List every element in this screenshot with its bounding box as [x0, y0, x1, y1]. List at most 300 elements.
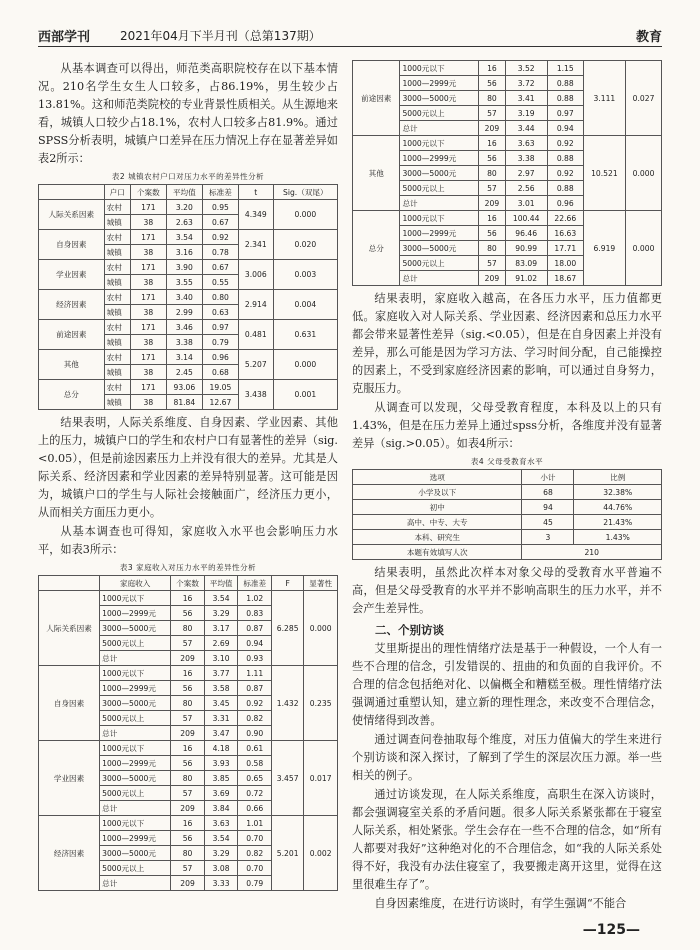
- table-cell: 1000—2999元: [400, 151, 479, 166]
- table-cell: 57: [479, 181, 505, 196]
- table-cell: 38: [130, 395, 166, 410]
- paragraph: 艾里斯提出的理性情绪疗法是基于一种假设，一个人有一些不合理的信念，引发错误的、扭曲的和负面的自我评价。不合理的信念包括绝对化、以偏概全和糟糕至极。理性情绪疗法强调通过重塑认知，建立新的理性理念，来改变不合理信念，使情绪得到改善。: [352, 642, 662, 727]
- table-cell: 32.38%: [574, 485, 662, 500]
- table-cell: 城镇: [104, 395, 130, 410]
- table-cell: 3000—5000元: [400, 241, 479, 256]
- table-cell: 0.58: [238, 756, 272, 771]
- table-cell: 0.88: [547, 91, 583, 106]
- stat-value: 3.457: [272, 741, 304, 816]
- table-cell: 5000元以上: [100, 786, 171, 801]
- table-cell: 0.96: [547, 196, 583, 211]
- table-row: [353, 211, 662, 226]
- sig-value: 0.000: [273, 200, 337, 230]
- table-cell: 209: [171, 726, 205, 741]
- table-cell: 94: [522, 500, 574, 515]
- table-cell: 3.58: [204, 681, 238, 696]
- table-4: [352, 469, 662, 560]
- row-group-label: 人际关系因素: [39, 200, 105, 230]
- table-cell: 3.17: [204, 621, 238, 636]
- table-cell: 1000—2999元: [400, 76, 479, 91]
- table-cell: 3000—5000元: [400, 166, 479, 181]
- table-cell: 56: [479, 226, 505, 241]
- table-cell: 总计: [100, 876, 171, 891]
- table-3-continued: [352, 60, 662, 286]
- table-cell: 5000元以上: [100, 636, 171, 651]
- table-cell: 1.11: [238, 666, 272, 681]
- table-cell: 3.63: [505, 136, 547, 151]
- table-cell: 0.88: [547, 151, 583, 166]
- table-cell: 0.67: [202, 260, 238, 275]
- table-cell: 1.43%: [574, 530, 662, 545]
- sig-value: 0.235: [304, 666, 338, 741]
- table-cell: 171: [130, 260, 166, 275]
- sig-value: 0.027: [626, 61, 662, 136]
- table-cell: 农村: [104, 230, 130, 245]
- table-cell: 16: [171, 741, 205, 756]
- table-cell: 城镇: [104, 245, 130, 260]
- table-cell: 56: [171, 831, 205, 846]
- column-header: 小计: [522, 470, 574, 485]
- table-cell: 96.46: [505, 226, 547, 241]
- table-cell: 1000元以下: [400, 211, 479, 226]
- sig-value: 0.000: [304, 591, 338, 666]
- table-cell: 城镇: [104, 305, 130, 320]
- table-cell: 0.96: [202, 350, 238, 365]
- table-row: [39, 260, 338, 275]
- table-cell: 3.52: [505, 61, 547, 76]
- table-cell: 5000元以上: [100, 861, 171, 876]
- column-header: 个案数: [171, 576, 205, 591]
- table-cell: 0.78: [202, 245, 238, 260]
- table-cell: 3000—5000元: [400, 91, 479, 106]
- table-cell: 16: [479, 61, 505, 76]
- stat-value: 10.521: [583, 136, 625, 211]
- table-cell: 0.90: [238, 726, 272, 741]
- table-cell: 总计: [400, 196, 479, 211]
- sig-value: 0.000: [626, 136, 662, 211]
- table-cell: 18.00: [547, 256, 583, 271]
- table-cell: 5000元以上: [400, 181, 479, 196]
- page-header: [38, 24, 662, 47]
- stat-value: 2.341: [238, 230, 273, 260]
- sig-value: 0.000: [626, 211, 662, 286]
- table-cell: 0.97: [202, 320, 238, 335]
- table-caption: 表4 父母受教育水平: [470, 457, 544, 466]
- table-cell: 22.66: [547, 211, 583, 226]
- table-cell: 171: [130, 200, 166, 215]
- table-cell: 38: [130, 215, 166, 230]
- table-cell: 91.02: [505, 271, 547, 286]
- column-header: 平均值: [204, 576, 238, 591]
- table-cell: 0.87: [238, 621, 272, 636]
- table-cell: 3.77: [204, 666, 238, 681]
- table-cell: 0.80: [202, 290, 238, 305]
- table-row: [353, 485, 662, 500]
- table-cell: 3.08: [204, 861, 238, 876]
- table-row: [39, 741, 338, 756]
- table-cell: 0.92: [238, 696, 272, 711]
- table-row: [39, 666, 338, 681]
- table-cell: 城镇: [104, 275, 130, 290]
- table-cell: 3000—5000元: [100, 696, 171, 711]
- table-cell: 1000—2999元: [100, 681, 171, 696]
- table-cell: 城镇: [104, 365, 130, 380]
- paragraph: 从调查可以发现，父母受教育程度，本科及以上的只有1.43%，但是在压力差异上通过spss分析，各维度并没有显著差异（sig.>0.05）。如表4所示：: [352, 401, 662, 450]
- column-header: 平均值: [166, 185, 202, 200]
- table-cell: 1000元以下: [100, 591, 171, 606]
- table-cell: 农村: [104, 350, 130, 365]
- column-header: 比例: [574, 470, 662, 485]
- table-row: [39, 320, 338, 335]
- table-cell: 本题有效填写人次: [353, 545, 522, 560]
- table-cell: 2.45: [166, 365, 202, 380]
- table-cell: 57: [479, 256, 505, 271]
- table-cell: 21.43%: [574, 515, 662, 530]
- table-cell: 57: [171, 786, 205, 801]
- table-cell: 0.63: [202, 305, 238, 320]
- sig-value: 0.002: [304, 816, 338, 891]
- table-cell: 0.95: [202, 200, 238, 215]
- table-cell: 56: [479, 151, 505, 166]
- table-row: [39, 350, 338, 365]
- left-column: [38, 60, 338, 895]
- table-cell: 93.06: [166, 380, 202, 395]
- table-cell: 57: [479, 106, 505, 121]
- table-cell: 3.16: [166, 245, 202, 260]
- table-cell: 1.15: [547, 61, 583, 76]
- table-cell: 171: [130, 230, 166, 245]
- table-cell: 3.45: [204, 696, 238, 711]
- paragraph: 从基本调查可以得出，师范类高职院校存在以下基本情况。210名学生女生人口较多，占86.19%，男生较少占13.81%。这和师范类院校的专业背景性质相关。从生源地来看，城镇人口较少占18.1%，农村人口较多占81.9%。通过SPSS分析表明，城镇户口差异在压力情况上存在显著差异如表2所示：: [38, 62, 338, 165]
- table-cell: 2.69: [204, 636, 238, 651]
- table-cell: 0.70: [238, 831, 272, 846]
- stat-value: 6.285: [272, 591, 304, 666]
- table-cell: 80: [479, 241, 505, 256]
- column-header: Sig.（双尾）: [273, 185, 337, 200]
- row-group-label: 总分: [39, 380, 105, 410]
- table-cell: 3.41: [505, 91, 547, 106]
- table-cell: 80: [171, 771, 205, 786]
- section-name: 教育: [635, 30, 662, 45]
- column-header: 户口: [104, 185, 130, 200]
- sig-value: 0.017: [304, 741, 338, 816]
- stat-value: 3.438: [238, 380, 273, 410]
- table-cell: 16.63: [547, 226, 583, 241]
- table-cell: 3.85: [204, 771, 238, 786]
- table-cell: 38: [130, 245, 166, 260]
- stat-value: 3.006: [238, 260, 273, 290]
- sig-value: 0.004: [273, 290, 337, 320]
- stat-value: 3.111: [583, 61, 625, 136]
- table-cell: 1000—2999元: [100, 756, 171, 771]
- table-cell: 0.70: [238, 861, 272, 876]
- table-cell: 3.63: [204, 816, 238, 831]
- table-cell: 171: [130, 380, 166, 395]
- table-cell: 3000—5000元: [100, 771, 171, 786]
- table-cell: 0.92: [547, 166, 583, 181]
- table-cell: 38: [130, 335, 166, 350]
- table-cell: 小学及以下: [353, 485, 522, 500]
- table-row: [39, 200, 338, 215]
- table-cell: 16: [171, 591, 205, 606]
- table-cell: 总计: [400, 121, 479, 136]
- column-header: 显著性: [304, 576, 338, 591]
- table-total-row: [353, 545, 662, 560]
- stat-value: 2.914: [238, 290, 273, 320]
- table-row: [353, 530, 662, 545]
- table-cell: 1.02: [238, 591, 272, 606]
- row-group-label: 前途因素: [39, 320, 105, 350]
- table-cell: 0.92: [547, 136, 583, 151]
- table-2: [38, 184, 338, 410]
- table-cell: 3.54: [204, 591, 238, 606]
- table-cell: 农村: [104, 380, 130, 395]
- table-row: [39, 591, 338, 606]
- page-number: —125—: [582, 922, 640, 938]
- table-cell: 0.83: [238, 606, 272, 621]
- table-cell: 3.33: [204, 876, 238, 891]
- table-cell: 3.72: [505, 76, 547, 91]
- table-cell: 3.55: [166, 275, 202, 290]
- table-cell: 80: [171, 846, 205, 861]
- table-cell: 16: [171, 666, 205, 681]
- table-cell: 3.19: [505, 106, 547, 121]
- table-cell: 209: [479, 121, 505, 136]
- table-cell: 3.38: [166, 335, 202, 350]
- paragraph: 结果表明，人际关系维度、自身因素、学业因素、其他上的压力，城镇户口的学生和农村户口有显著性的差异（sig.<0.05），但是前途因素压力上并没有很大的差异。尤其是人际关系、经济因素和学业因素的差异特别显著。这可能是因为，城镇户口的学生与人际社会接触面广，经济压力更小，从而相关方面压力更小。: [38, 416, 338, 519]
- row-group-label: 自身因素: [39, 666, 100, 741]
- stat-value: 5.201: [272, 816, 304, 891]
- table-cell: 3.54: [204, 831, 238, 846]
- table-cell: 0.55: [202, 275, 238, 290]
- column-header: t: [238, 185, 273, 200]
- table-cell: 0.97: [547, 106, 583, 121]
- table-cell: 171: [130, 290, 166, 305]
- table-cell: 农村: [104, 290, 130, 305]
- table-cell: 3.38: [505, 151, 547, 166]
- table-cell: 1000—2999元: [100, 831, 171, 846]
- table-row: [39, 816, 338, 831]
- paragraph: 从基本调查也可得知，家庭收入水平也会影响压力水平，如表3所示：: [38, 525, 338, 556]
- table-row: [39, 380, 338, 395]
- table-row: [353, 136, 662, 151]
- table-cell: 3.10: [204, 651, 238, 666]
- table-cell: 3.31: [204, 711, 238, 726]
- row-group-label: 总分: [353, 211, 400, 286]
- row-group-label: 经济因素: [39, 816, 100, 891]
- table-cell: 209: [479, 271, 505, 286]
- table-cell: 0.82: [238, 711, 272, 726]
- table-cell: 0.67: [202, 215, 238, 230]
- table-cell: 总计: [100, 651, 171, 666]
- column-header: 个案数: [130, 185, 166, 200]
- issue-info: 2021年04月下半月刊（总第137期）: [120, 29, 321, 43]
- journal-name: 西部学刊: [38, 30, 91, 45]
- table-cell: 3.44: [505, 121, 547, 136]
- table-cell: 38: [130, 365, 166, 380]
- table-cell: 0.88: [547, 181, 583, 196]
- table-cell: 0.92: [202, 230, 238, 245]
- sig-value: 0.000: [273, 350, 337, 380]
- table-3: [38, 575, 338, 891]
- table-cell: 171: [130, 320, 166, 335]
- table-cell: 44.76%: [574, 500, 662, 515]
- table-cell: 0.94: [547, 121, 583, 136]
- table-cell: 80: [171, 621, 205, 636]
- table-cell: 80: [479, 91, 505, 106]
- row-group-label: 自身因素: [39, 230, 105, 260]
- paragraph: 结果表明，虽然此次样本对象父母的受教育水平普遍不高，但是父母受教育的水平并不影响高职生的压力水平，并不会产生差异性。: [352, 566, 662, 615]
- table-cell: 5000元以上: [100, 711, 171, 726]
- table-cell: 209: [171, 801, 205, 816]
- table-row: [39, 230, 338, 245]
- table-cell: 57: [171, 861, 205, 876]
- table-cell: 0.79: [202, 335, 238, 350]
- table-cell: 19.05: [202, 380, 238, 395]
- table-row: [353, 500, 662, 515]
- table-cell: 0.66: [238, 801, 272, 816]
- table-cell: 3.46: [166, 320, 202, 335]
- table-cell: 农村: [104, 320, 130, 335]
- table-cell: 209: [171, 876, 205, 891]
- column-header: 标准差: [238, 576, 272, 591]
- table-cell: 2.56: [505, 181, 547, 196]
- table-cell: 12.67: [202, 395, 238, 410]
- table-cell: 1000—2999元: [100, 606, 171, 621]
- table-cell: 农村: [104, 260, 130, 275]
- table-cell: 1000元以下: [100, 816, 171, 831]
- row-group-label: 经济因素: [39, 290, 105, 320]
- column-header: [39, 576, 100, 591]
- table-cell: 5000元以上: [400, 256, 479, 271]
- column-header: [39, 185, 105, 200]
- stat-value: 5.207: [238, 350, 273, 380]
- table-caption: 表3 家庭收入对压力水平的差异性分析: [119, 563, 257, 572]
- row-group-label: 其他: [39, 350, 105, 380]
- table-cell: 初中: [353, 500, 522, 515]
- table-cell: 0.88: [547, 76, 583, 91]
- column-header: 选项: [353, 470, 522, 485]
- table-cell: 56: [171, 756, 205, 771]
- stat-value: 1.432: [272, 666, 304, 741]
- sig-value: 0.001: [273, 380, 337, 410]
- table-cell: 总计: [400, 271, 479, 286]
- table-cell: 3.90: [166, 260, 202, 275]
- table-cell: 3.40: [166, 290, 202, 305]
- column-header: 家庭收入: [100, 576, 171, 591]
- stat-value: 0.481: [238, 320, 273, 350]
- table-cell: 80: [479, 166, 505, 181]
- table-cell: 3.20: [166, 200, 202, 215]
- table-cell: 城镇: [104, 215, 130, 230]
- table-cell: 0.79: [238, 876, 272, 891]
- paragraph: 自身因素维度，在进行访谈时，有学生强调“不能合: [374, 897, 627, 910]
- table-caption: 表2 城镇农村户口对压力水平的差异性分析: [111, 172, 265, 181]
- sig-value: 0.020: [273, 230, 337, 260]
- table-cell: 38: [130, 275, 166, 290]
- table-cell: 总计: [100, 801, 171, 816]
- table-cell: 16: [479, 136, 505, 151]
- table-cell: 56: [171, 606, 205, 621]
- table-cell: 0.65: [238, 771, 272, 786]
- table-cell: 3.69: [204, 786, 238, 801]
- table-cell: 3000—5000元: [100, 621, 171, 636]
- section-heading: 二、个别访谈: [375, 623, 444, 637]
- table-cell: 57: [171, 636, 205, 651]
- table-cell: 0.93: [238, 651, 272, 666]
- table-cell: 3.54: [166, 230, 202, 245]
- stat-value: 6.919: [583, 211, 625, 286]
- paragraph: 结果表明，家庭收入越高，在各压力水平，压力值都更低。家庭收入对人际关系、学业因素、经济因素和总压力水平都会带来显著性差异（sig.<0.05），但是在自身因素上并没有差异，那么可能是因为学习方法、学习时间分配，自己能操控的因素上，不受到家庭经济因素的影响，可以通过自身努力，克服压力。: [352, 292, 662, 395]
- table-cell: 总计: [100, 726, 171, 741]
- table-cell: 45: [522, 515, 574, 530]
- table-cell: 81.84: [166, 395, 202, 410]
- table-cell: 16: [479, 211, 505, 226]
- table-cell: 0.87: [238, 681, 272, 696]
- table-cell: 100.44: [505, 211, 547, 226]
- table-cell: 17.71: [547, 241, 583, 256]
- table-cell: 0.94: [238, 636, 272, 651]
- row-group-label: 其他: [353, 136, 400, 211]
- table-row: [353, 61, 662, 76]
- table-cell: 本科、研究生: [353, 530, 522, 545]
- table-cell: 1000元以下: [400, 136, 479, 151]
- table-cell: 1000—2999元: [400, 226, 479, 241]
- column-header: F: [272, 576, 304, 591]
- table-cell: 0.72: [238, 786, 272, 801]
- table-cell: 0.68: [202, 365, 238, 380]
- table-cell: 2.99: [166, 305, 202, 320]
- row-group-label: 学业因素: [39, 741, 100, 816]
- row-group-label: 人际关系因素: [39, 591, 100, 666]
- sig-value: 0.631: [273, 320, 337, 350]
- table-cell: 171: [130, 350, 166, 365]
- table-cell: 5000元以上: [400, 106, 479, 121]
- right-column: [352, 60, 662, 914]
- column-header: 标准差: [202, 185, 238, 200]
- stat-value: 4.349: [238, 200, 273, 230]
- table-cell: 38: [130, 305, 166, 320]
- table-cell: 1000元以下: [100, 741, 171, 756]
- table-cell: 83.09: [505, 256, 547, 271]
- table-cell: 56: [171, 681, 205, 696]
- table-cell: 3: [522, 530, 574, 545]
- table-row: [353, 515, 662, 530]
- table-cell: 56: [479, 76, 505, 91]
- table-cell: 3.47: [204, 726, 238, 741]
- table-cell: 3.01: [505, 196, 547, 211]
- table-cell: 1.01: [238, 816, 272, 831]
- table-cell: 209: [171, 651, 205, 666]
- row-group-label: 前途因素: [353, 61, 400, 136]
- table-cell: 18.67: [547, 271, 583, 286]
- table-cell: 3.29: [204, 606, 238, 621]
- table-cell: 农村: [104, 200, 130, 215]
- table-cell: 16: [171, 816, 205, 831]
- table-cell: 210: [522, 545, 662, 560]
- table-cell: 2.97: [505, 166, 547, 181]
- table-cell: 0.61: [238, 741, 272, 756]
- table-cell: 1000元以下: [100, 666, 171, 681]
- table-cell: 209: [479, 196, 505, 211]
- table-row: [39, 290, 338, 305]
- table-cell: 57: [171, 711, 205, 726]
- table-cell: 高中、中专、大专: [353, 515, 522, 530]
- sig-value: 0.003: [273, 260, 337, 290]
- table-cell: 80: [171, 696, 205, 711]
- paragraph: 通过访谈发现，在人际关系维度，高职生在深入访谈时，都会强调寝室关系的矛盾问题。很多人际关系紧张都在于寝室人际关系，相处紧张。学生会存在一些不合理的信念，如“所有人都要对我好”这种绝对化的不合理信念，如“我的人际关系处得不好，我没有办法住寝室了，我要搬走离开这里，觉得在这里很难生存了”。: [352, 788, 662, 891]
- row-group-label: 学业因素: [39, 260, 105, 290]
